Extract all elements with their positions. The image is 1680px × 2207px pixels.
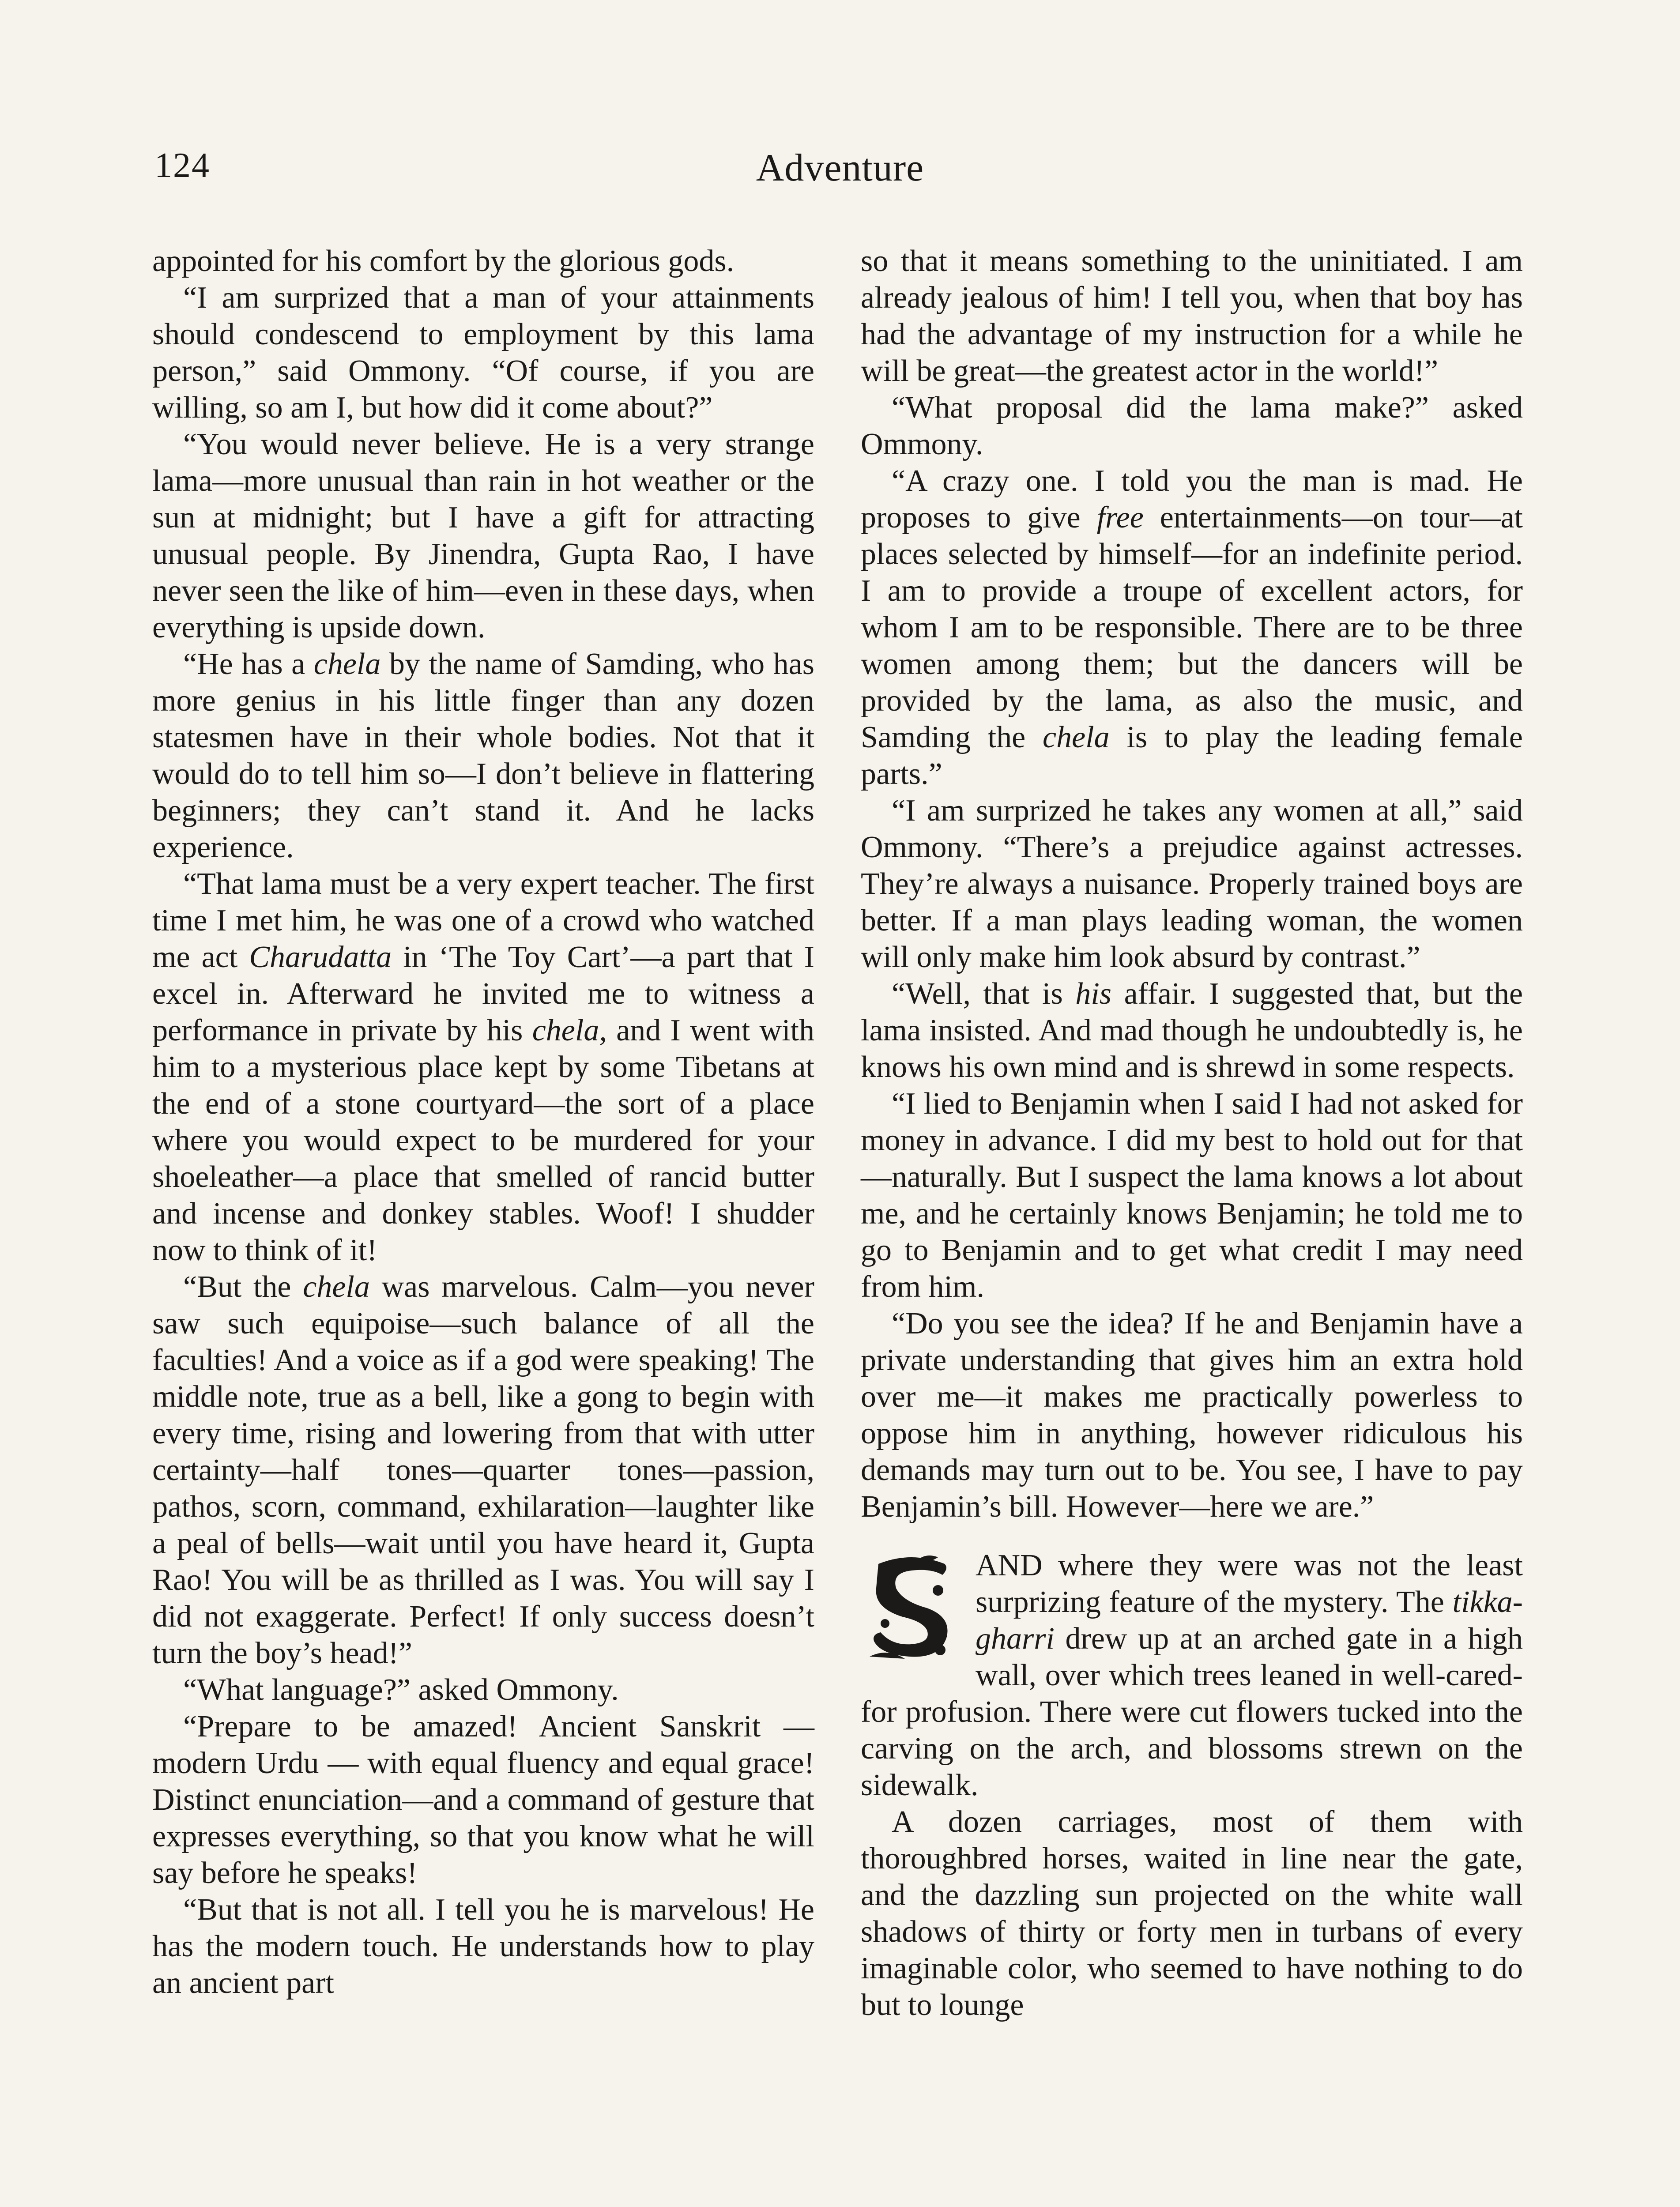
italic-text: Charudatta [249, 940, 392, 974]
decorative-dropcap [861, 1551, 962, 1661]
text-run: in ‘The Toy Cart’—a part that I excel in. Afterward he invited me to witness a performance in private by his [152, 940, 814, 1047]
text-run: entertainments—on tour—at places selected by himself—for an indefinite period. I am to provide a troupe of excellent actors, for whom I am to be responsible. There are to be three women among them; but the dancers will be provided by the lama, as also the music, and Samding the [861, 501, 1523, 754]
italic-text: chela [313, 647, 381, 681]
paragraph: “I am surprized he takes any women at all,” said Ommony. “There’s a prejudice against actresses. They’re always a nuisance. Properly trained boys are better. If a man plays leading woman, the women will only make him look absurd by contrast.” [861, 794, 1523, 974]
paragraph: “But that is not all. I tell you he is marvelous! He has the modern touch. He understands how to play an ancient part [152, 1893, 814, 2000]
text-run: “Well, that is [892, 977, 1076, 1011]
italic-text: his [1075, 977, 1112, 1011]
section-opening-paragraph [861, 1547, 1523, 1804]
text-run: drew up at an arched gate in a high wall, over which trees leaned in well-cared-for profusion. There were cut flowers tucked into the carving on the arch, and blossoms strewn on the sidewalk. [861, 1622, 1523, 1802]
text-run: “A crazy one. I told you the man is mad. He proposes to give [861, 464, 1523, 535]
paragraph: “I am surprized that a man of your attainments should condescend to employment by this lama person,” said Ommony. “Of course, if you are willing, so am I, but how did it come about?” [152, 281, 814, 425]
paragraph [152, 1269, 814, 1672]
paragraph [152, 646, 814, 866]
text-run: was marvelous. Calm—you never saw such equipoise—such balance of all the faculties! And a voice as if a god were speaking! The middle note, true as a bell, like a gong to begin with every time, rising and lowering from that with utter certainty—half tones—quarter tones—passion, pathos, scorn, command, exhilaration—laughter like a peal of bells—wait until you have heard it, Gupta Rao! You will be as thrilled as I was. You will say I did not exaggerate. Perfect! If only success doesn’t turn the boy’s head!” [152, 1270, 814, 1670]
ornamental-s-icon [861, 1551, 962, 1661]
text-run: is to play the leading female parts.” [861, 720, 1523, 791]
paragraph: “I lied to Benjamin when I said I had not asked for money in advance. I did my best to hold out for that—naturally. But I suspect the lama knows a lot about me, and he certainly knows Benjamin; he told me to go to Benjamin and to get what credit I may need from him. [861, 1087, 1523, 1304]
paragraph: so that it means something to the uninitiated. I am already jealous of him! I tell you, when that boy has had the advantage of my instruction for a while he will be great—the greatest actor in the world!” [861, 244, 1523, 388]
paragraph [861, 463, 1523, 792]
text-run: by the name of Samding, who has more genius in his little finger than any dozen statesmen have in their whole bodies. Not that it would do to tell him so—I don’t believe in flattering beginners; they can’t stand it. And he lacks experience. [152, 647, 814, 864]
text-run: AND where they were was not the least surprizing feature of the mystery. The [976, 1548, 1523, 1619]
page-header [0, 146, 1680, 207]
left-column [152, 243, 814, 2001]
text-run: “He has a [183, 647, 314, 681]
paragraph: A dozen carriages, most of them with thoroughbred horses, waited in line near the gate, and the dazzling sun projected on the white wall shadows of thirty or forty men in turbans of every imaginable color, who seemed to have nothing to do but to lounge [861, 1805, 1523, 2022]
italic-text: chela, [532, 1013, 607, 1047]
page-number: 124 [154, 146, 210, 185]
paragraph: “You would never believe. He is a very strange lama—more unusual than rain in hot weather or the sun at midnight; but I have a gift for attracting unusual people. By Jinendra, Gupta Rao, I have never seen the like of him—even in these days, when everything is upside down. [152, 427, 814, 644]
right-column [861, 243, 1523, 2023]
paragraph: “Prepare to be amazed! Ancient Sanskrit — modern Urdu — with equal fluency and equal grace! Distinct enunciation—and a command of gesture that expresses everything, so that you know what he will say before he speaks! [152, 1710, 814, 1890]
paragraph: “Do you see the idea? If he and Benjamin have a private understanding that gives him an extra hold over me—it makes me practically powerless to oppose him in anything, however ridiculous his demands may turn out to be. You see, I have to pay Benjamin’s bill. However—here we are.” [861, 1307, 1523, 1524]
text-run: affair. I suggested that, but the lama insisted. And mad though he undoubtedly is, he knows his own mind and is shrewd in some respects. [861, 977, 1523, 1084]
paragraph: “What language?” asked Ommony. [183, 1673, 619, 1707]
italic-text: free [1096, 501, 1144, 535]
paragraph: appointed for his comfort by the glorious gods. [152, 244, 735, 278]
text-run: “But the [183, 1270, 303, 1304]
paragraph: “What proposal did the lama make?” asked Ommony. [861, 391, 1523, 461]
text-run: and I went with him to a mysterious place kept by some Tibetans at the end of a stone courtyard—the sort of a place where you would expect to be murdered for your shoeleather—a place that smelled of rancid butter and incense and donkey stables. Woof! I shudder now to think of it! [152, 1013, 814, 1267]
paragraph [152, 866, 814, 1269]
italic-text: chela [303, 1270, 370, 1304]
paragraph [861, 975, 1523, 1085]
running-title: Adventure [756, 147, 924, 189]
text-run: “That lama must be a very expert teacher. The first time I met him, he was one of a crowd who watched me act [152, 867, 814, 974]
italic-text: tikka-gharri [976, 1585, 1523, 1656]
italic-text: chela [1043, 720, 1110, 754]
